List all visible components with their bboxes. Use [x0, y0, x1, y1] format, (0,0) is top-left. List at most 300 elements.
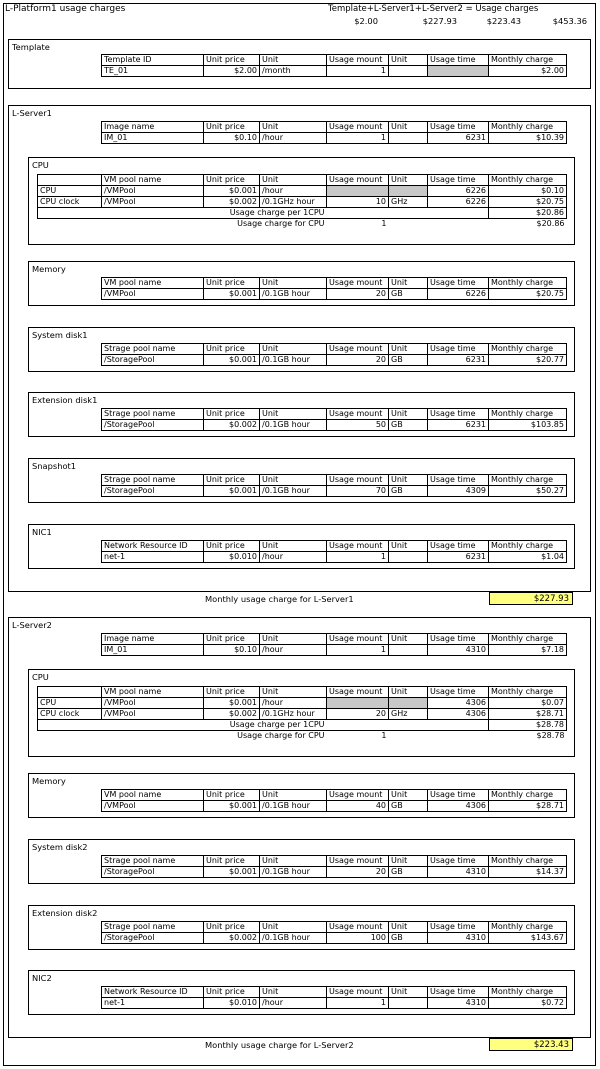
table-cell: 6231: [428, 420, 489, 431]
table-cell: 6231: [428, 355, 489, 366]
table-row: [38, 175, 567, 186]
table-row: [102, 420, 567, 431]
table-cell: $0.002: [204, 933, 260, 944]
table-cell: Unit: [260, 634, 327, 645]
table-row: [102, 475, 567, 486]
table-cell: /0.1GB hour: [260, 933, 327, 944]
table-cell: $103.85: [489, 420, 567, 431]
table-cell: $0.10: [204, 133, 260, 144]
table-cell: $0.001: [204, 801, 260, 812]
table-cell: [389, 219, 428, 230]
table-cell: /StoragePool: [102, 486, 204, 497]
server2-system-disk-table: [101, 855, 567, 878]
table-cell: VM pool name: [102, 687, 204, 698]
table-cell: 4310: [428, 998, 489, 1009]
table-row: [102, 867, 567, 878]
server1-image-table: [101, 121, 567, 144]
table-row: [102, 122, 567, 133]
table-cell: Usage mount: [327, 475, 389, 486]
table-cell: Unit: [389, 175, 428, 186]
table-cell: 4306: [428, 698, 489, 709]
table-cell: Strage pool name: [102, 922, 204, 933]
table-cell: 4309: [428, 486, 489, 497]
table-row: [102, 344, 567, 355]
table-cell: 6231: [428, 552, 489, 563]
table-cell: /VMPool: [102, 197, 204, 208]
table-cell: Unit price: [204, 475, 260, 486]
table-cell: Image name: [102, 634, 204, 645]
table-cell: Unit: [260, 344, 327, 355]
server1-snapshot-table: [101, 474, 567, 497]
table-cell: Unit: [389, 856, 428, 867]
table-cell: Usage charge for CPU: [237, 219, 325, 228]
table-row: [102, 801, 567, 812]
server1-extension-disk-table: [101, 408, 567, 431]
table-cell: Unit: [260, 278, 327, 289]
table-cell: 20: [327, 355, 389, 366]
table-cell: [428, 219, 489, 230]
table-cell: [38, 175, 102, 186]
table-row: [102, 355, 567, 366]
table-row: [102, 856, 567, 867]
table-cell: $0.001: [204, 355, 260, 366]
table-cell: Monthly charge: [489, 922, 567, 933]
table-cell: Unit price: [204, 987, 260, 998]
charge-formula: Template+L-Server1+L-Server2 = Usage charges: [328, 4, 539, 14]
table-cell: Usage charge for CPU: [237, 731, 325, 740]
table-cell: [389, 186, 428, 197]
table-cell: 100: [327, 933, 389, 944]
text-label: Memory: [32, 776, 66, 786]
table-cell: 4310: [428, 867, 489, 878]
table-row: [38, 698, 567, 709]
table-cell: CPU: [38, 698, 102, 709]
table-cell: 1: [327, 645, 389, 656]
table-cell: 20: [327, 289, 389, 300]
server2-memory-table: [101, 789, 567, 812]
table-cell: $0.72: [489, 998, 567, 1009]
table-cell: Usage time: [428, 122, 489, 133]
table-cell: Usage time: [428, 634, 489, 645]
section-label: CPU: [32, 672, 49, 682]
table-cell: $0.010: [204, 998, 260, 1009]
table-cell: Usage charge per 1CPU: [38, 720, 327, 731]
server2-extension-disk-table: [101, 921, 567, 944]
table-cell: Unit: [389, 634, 428, 645]
table-cell: $0.001: [204, 698, 260, 709]
table-cell: Monthly charge: [489, 856, 567, 867]
server2-total-value: $223.43: [489, 1038, 573, 1051]
table-cell: /hour: [260, 133, 327, 144]
server1-system-disk-table: [101, 343, 567, 366]
formula-server1-value: $227.93: [422, 16, 457, 26]
table-cell: /hour: [260, 552, 327, 563]
table-cell: 4306: [428, 801, 489, 812]
table-cell: IM_01: [102, 645, 204, 656]
table-cell: 20: [327, 867, 389, 878]
table-cell: Template ID: [102, 55, 204, 66]
table-cell: /StoragePool: [102, 867, 204, 878]
table-cell: $7.18: [489, 645, 567, 656]
table-cell: GHz: [389, 709, 428, 720]
table-cell: Usage mount: [327, 634, 389, 645]
table-cell: Unit price: [204, 55, 260, 66]
table-row: [102, 933, 567, 944]
table-row: [102, 66, 567, 77]
table-cell: Usage time: [428, 278, 489, 289]
table-cell: Unit: [389, 687, 428, 698]
table-cell: Unit price: [204, 922, 260, 933]
table-cell: GB: [389, 933, 428, 944]
table-cell: $0.001: [204, 867, 260, 878]
table-cell: Unit price: [204, 122, 260, 133]
table-cell: $0.002: [204, 420, 260, 431]
table-cell: Unit: [260, 475, 327, 486]
table-cell: TE_01: [102, 66, 204, 77]
table-cell: Monthly charge: [489, 55, 567, 66]
table-row: [38, 197, 567, 208]
table-cell: Unit price: [204, 175, 260, 186]
table-cell: $0.10: [204, 645, 260, 656]
table-cell: Unit: [389, 987, 428, 998]
table-cell: Unit price: [204, 278, 260, 289]
table-row: [102, 645, 567, 656]
table-cell: /0.1GHz hour: [260, 709, 327, 720]
table-cell: [327, 698, 389, 709]
table-row: [102, 278, 567, 289]
section-label: L-Server1: [12, 108, 52, 118]
table-cell: Usage time: [428, 175, 489, 186]
table-cell: /0.1GB hour: [260, 355, 327, 366]
table-cell: 1: [381, 219, 387, 228]
text-label: NIC1: [32, 527, 52, 537]
table-cell: Usage charge per 1CPU: [38, 208, 327, 219]
cpu-total-row: [38, 731, 567, 742]
table-cell: /0.1GHz hour: [260, 197, 327, 208]
section-label: CPU: [32, 160, 49, 170]
table-cell: 10: [327, 197, 389, 208]
table-cell: [428, 720, 489, 731]
page-title: L-Platform1 usage charges: [5, 4, 126, 14]
table-cell: $28.78: [536, 731, 565, 740]
table-cell: Monthly charge: [489, 687, 567, 698]
table-cell: $0.002: [204, 709, 260, 720]
text-label: Extension disk2: [32, 908, 98, 918]
table-cell: Usage time: [428, 856, 489, 867]
table-cell: Unit: [260, 175, 327, 186]
table-cell: Unit: [389, 790, 428, 801]
table-cell: Monthly charge: [489, 278, 567, 289]
table-cell: $20.75: [489, 197, 567, 208]
table-cell: Usage mount: [327, 987, 389, 998]
template-table: [101, 54, 567, 77]
table-cell: [389, 133, 428, 144]
table-cell: $20.75: [489, 289, 567, 300]
table-cell: Network Resource ID: [102, 541, 204, 552]
table-cell: /0.1GB hour: [260, 289, 327, 300]
table-cell: Unit: [389, 922, 428, 933]
table-row: [102, 634, 567, 645]
text-label: System disk1: [32, 330, 88, 340]
table-cell: GB: [389, 486, 428, 497]
table-cell: Unit price: [204, 409, 260, 420]
table-cell: Unit: [389, 344, 428, 355]
table-cell: /StoragePool: [102, 420, 204, 431]
table-cell: Unit price: [204, 541, 260, 552]
table-cell: Usage mount: [327, 856, 389, 867]
table-cell: Monthly charge: [489, 541, 567, 552]
table-cell: VM pool name: [102, 278, 204, 289]
table-row: [102, 409, 567, 420]
table-cell: 4306: [428, 709, 489, 720]
table-row: [102, 133, 567, 144]
server1-cpu-table: [37, 174, 567, 229]
table-cell: /StoragePool: [102, 933, 204, 944]
table-cell: Usage time: [428, 344, 489, 355]
table-cell: $20.86: [489, 208, 567, 219]
server2-cpu-table: [37, 686, 567, 741]
table-cell: CPU clock: [38, 709, 102, 720]
table-cell: Monthly charge: [489, 344, 567, 355]
table-cell: Usage time: [428, 475, 489, 486]
table-cell: VM pool name: [102, 175, 204, 186]
table-cell: /hour: [260, 645, 327, 656]
table-cell: $1.04: [489, 552, 567, 563]
table-cell: $0.010: [204, 552, 260, 563]
table-cell: Unit: [260, 55, 327, 66]
table-cell: [428, 731, 489, 742]
table-cell: Usage mount: [327, 687, 389, 698]
table-cell: $28.71: [489, 801, 567, 812]
table-cell: 1: [327, 133, 389, 144]
table-cell: /StoragePool: [102, 355, 204, 366]
table-cell: CPU: [38, 186, 102, 197]
table-cell: Unit: [260, 122, 327, 133]
table-cell: [428, 66, 489, 77]
table-cell: Unit: [389, 409, 428, 420]
table-cell: net-1: [102, 998, 204, 1009]
formula-server2-value: $223.43: [486, 16, 521, 26]
table-cell: VM pool name: [102, 790, 204, 801]
table-cell: Unit: [389, 278, 428, 289]
table-cell: Unit: [389, 55, 428, 66]
server2-nic-table: [101, 986, 567, 1009]
table-cell: 6226: [428, 197, 489, 208]
table-cell: Usage time: [428, 790, 489, 801]
table-cell: $0.001: [204, 186, 260, 197]
table-cell: Usage time: [428, 55, 489, 66]
table-cell: Strage pool name: [102, 344, 204, 355]
table-cell: $2.00: [489, 66, 567, 77]
table-cell: Unit: [260, 687, 327, 698]
table-cell: /VMPool: [102, 709, 204, 720]
table-row: [38, 687, 567, 698]
table-cell: Unit: [389, 541, 428, 552]
table-cell: Unit: [260, 541, 327, 552]
table-cell: $0.001: [204, 486, 260, 497]
table-cell: Usage mount: [327, 922, 389, 933]
text-label: Extension disk1: [32, 395, 98, 405]
table-cell: Usage mount: [327, 790, 389, 801]
table-cell: /hour: [260, 186, 327, 197]
table-row: [102, 541, 567, 552]
table-cell: /month: [260, 66, 327, 77]
table-cell: Network Resource ID: [102, 987, 204, 998]
table-cell: Unit: [389, 122, 428, 133]
server2-image-table: [101, 633, 567, 656]
table-row: [38, 709, 567, 720]
text-label: Snapshot1: [32, 461, 77, 471]
section-label: L-Server2: [12, 620, 52, 630]
table-cell: $28.78: [489, 720, 567, 731]
table-cell: Unit price: [204, 344, 260, 355]
table-cell: Usage mount: [327, 278, 389, 289]
table-cell: Unit: [260, 790, 327, 801]
table-cell: [327, 186, 389, 197]
table-cell: /0.1GB hour: [260, 801, 327, 812]
table-cell: [389, 698, 428, 709]
text-label: System disk2: [32, 842, 88, 852]
table-cell: /0.1GB hour: [260, 420, 327, 431]
server1-memory-table: [101, 277, 567, 300]
table-cell: Usage mount: [327, 541, 389, 552]
table-cell: $0.07: [489, 698, 567, 709]
server1-nic-table: [101, 540, 567, 563]
table-cell: Usage mount: [327, 55, 389, 66]
table-cell: [389, 66, 428, 77]
table-row: [102, 987, 567, 998]
table-cell: 1: [327, 66, 389, 77]
table-cell: Usage mount: [327, 175, 389, 186]
table-cell: GB: [389, 867, 428, 878]
table-cell: /VMPool: [102, 186, 204, 197]
table-cell: 4310: [428, 933, 489, 944]
server2-total-label: Monthly usage charge for L-Server2: [205, 1040, 354, 1050]
table-cell: 6226: [428, 289, 489, 300]
formula-template-value: $2.00: [354, 16, 378, 26]
table-cell: 40: [327, 801, 389, 812]
table-cell: /hour: [260, 698, 327, 709]
table-cell: [389, 731, 428, 742]
table-cell: Usage time: [428, 409, 489, 420]
table-cell: [327, 720, 389, 731]
table-cell: /0.1GB hour: [260, 486, 327, 497]
table-row: [102, 552, 567, 563]
cpu-subtotal-row: [38, 720, 567, 731]
table-cell: $14.37: [489, 867, 567, 878]
table-cell: $0.001: [204, 289, 260, 300]
table-cell: $10.39: [489, 133, 567, 144]
table-cell: Unit: [389, 475, 428, 486]
cpu-subtotal-row: [38, 208, 567, 219]
section-label: Template: [12, 42, 50, 52]
table-cell: 70: [327, 486, 389, 497]
table-cell: /hour: [260, 998, 327, 1009]
text-label: Memory: [32, 264, 66, 274]
table-cell: Monthly charge: [489, 790, 567, 801]
table-row: [102, 289, 567, 300]
table-cell: Image name: [102, 122, 204, 133]
text-label: NIC2: [32, 973, 52, 983]
table-cell: $2.00: [204, 66, 260, 77]
table-cell: [327, 208, 389, 219]
table-cell: 50: [327, 420, 389, 431]
table-row: [102, 922, 567, 933]
table-cell: 1: [327, 552, 389, 563]
table-cell: $20.86: [536, 219, 565, 228]
table-cell: Monthly charge: [489, 409, 567, 420]
table-cell: 6231: [428, 133, 489, 144]
table-cell: Unit price: [204, 856, 260, 867]
table-cell: Unit: [260, 922, 327, 933]
table-cell: Usage time: [428, 687, 489, 698]
table-cell: Unit: [260, 409, 327, 420]
table-cell: [389, 720, 428, 731]
table-row: [102, 55, 567, 66]
table-cell: $0.10: [489, 186, 567, 197]
table-cell: [38, 687, 102, 698]
table-cell: GB: [389, 289, 428, 300]
table-cell: [389, 998, 428, 1009]
table-cell: IM_01: [102, 133, 204, 144]
table-cell: [389, 552, 428, 563]
table-row: [38, 186, 567, 197]
table-cell: GB: [389, 420, 428, 431]
table-cell: GHz: [389, 197, 428, 208]
table-cell: Monthly charge: [489, 122, 567, 133]
table-cell: GB: [389, 355, 428, 366]
table-cell: 1: [381, 731, 387, 740]
table-cell: Usage time: [428, 987, 489, 998]
table-cell: $50.27: [489, 486, 567, 497]
table-cell: Strage pool name: [102, 409, 204, 420]
table-cell: net-1: [102, 552, 204, 563]
table-cell: Monthly charge: [489, 634, 567, 645]
table-cell: Usage time: [428, 541, 489, 552]
table-cell: Monthly charge: [489, 475, 567, 486]
table-row: [102, 790, 567, 801]
table-cell: CPU clock: [38, 197, 102, 208]
table-row: [102, 998, 567, 1009]
formula-values: [300, 16, 587, 29]
table-cell: Strage pool name: [102, 856, 204, 867]
table-cell: /0.1GB hour: [260, 867, 327, 878]
table-cell: $28.71: [489, 709, 567, 720]
table-cell: Unit price: [204, 790, 260, 801]
table-cell: Monthly charge: [489, 987, 567, 998]
table-cell: [428, 208, 489, 219]
table-cell: [389, 208, 428, 219]
table-cell: 6226: [428, 186, 489, 197]
table-cell: Usage mount: [327, 122, 389, 133]
table-cell: Unit: [260, 987, 327, 998]
table-cell: [389, 645, 428, 656]
table-cell: Usage time: [428, 922, 489, 933]
table-cell: $20.77: [489, 355, 567, 366]
table-row: [102, 486, 567, 497]
server1-total-value: $227.93: [489, 592, 573, 605]
table-cell: GB: [389, 801, 428, 812]
table-cell: 20: [327, 709, 389, 720]
table-cell: Unit: [260, 856, 327, 867]
table-cell: Strage pool name: [102, 475, 204, 486]
table-cell: Unit price: [204, 634, 260, 645]
table-cell: 1: [327, 998, 389, 1009]
table-cell: $143.67: [489, 933, 567, 944]
table-cell: Usage mount: [327, 344, 389, 355]
table-cell: /VMPool: [102, 289, 204, 300]
table-cell: /VMPool: [102, 698, 204, 709]
